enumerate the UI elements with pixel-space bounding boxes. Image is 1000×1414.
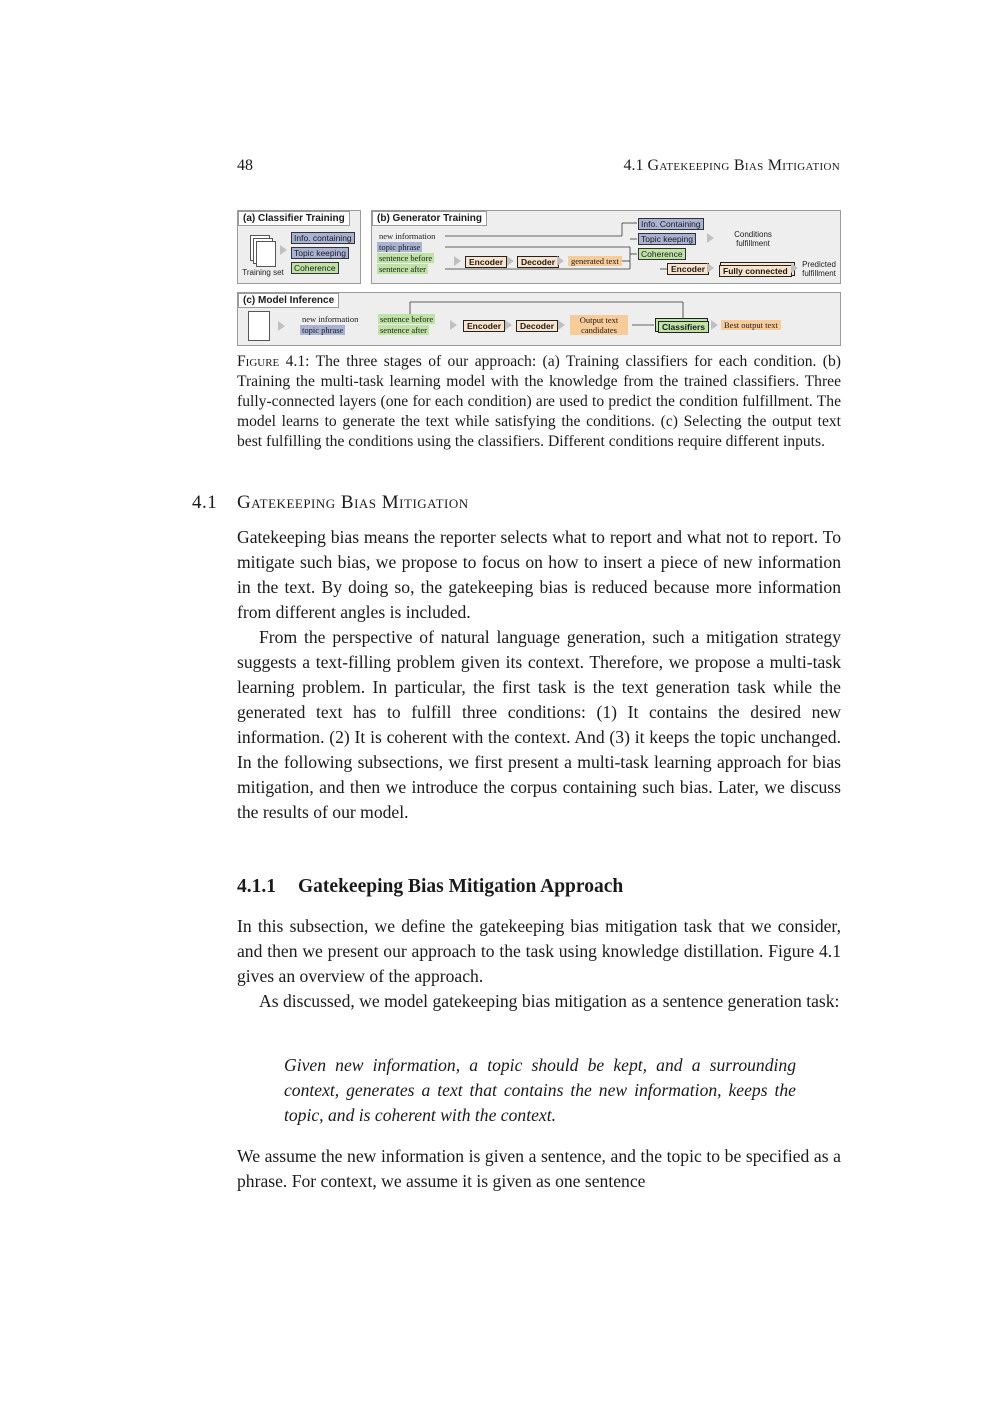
predicted-fulfillment-label: Predicted fulfillment <box>802 260 836 278</box>
subsection-title: Gatekeeping Bias Mitigation Approach <box>298 876 624 897</box>
task-definition-quote: Given new information, a topic should be kept, and a surrounding context, generates a text that contains the new information, keeps the topic, and is coherent with the context. <box>284 1055 796 1125</box>
arrow-icon <box>707 263 714 273</box>
classifier-coherence: Coherence <box>638 248 686 260</box>
training-set-label: Training set <box>242 268 284 277</box>
label-info-containing: Info. containing <box>291 232 355 244</box>
inference-decoder-box: Decoder <box>516 320 558 332</box>
running-header <box>624 157 840 175</box>
subsection-paragraph-2: As discussed, we model gatekeeping bias mitigation as a sentence generation task: <box>259 991 840 1011</box>
fully-connected-box: Fully connected <box>719 265 792 277</box>
running-header-num: 4.1 <box>623 157 644 174</box>
input-sentence-after: sentence after <box>379 264 426 274</box>
arrow-icon <box>280 245 287 255</box>
caption-text: The three stages of our approach: (a) Training classifiers for each condition. (b) Training the multi-task learning model with the knowledge from the trained classifiers. Three fully-connected layers (one for each condition) are used to predict the condition fulfillment. The model learns to generate the text while satisfying the conditions. (c) Selecting the output text best fulfilling the conditions using the classifiers. Different conditions require different inputs. <box>237 353 841 450</box>
best-output-text-box: Best output text <box>721 320 781 330</box>
decoder-box: Decoder <box>517 256 559 268</box>
arrow-icon <box>791 263 798 273</box>
encoder-box: Encoder <box>465 256 507 268</box>
encoder-box-2: Encoder <box>667 263 709 275</box>
classifier-info-containing: Info. Containing <box>638 218 704 230</box>
inference-sentence-before: sentence before <box>380 314 434 324</box>
inference-new-information: new information <box>302 314 359 324</box>
inference-encoder-box: Encoder <box>463 320 505 332</box>
panel-c-title: (c) Model Inference <box>238 293 339 308</box>
section-number: 4.1 <box>192 492 218 513</box>
label-coherence: Coherence <box>291 262 339 274</box>
inference-connector-lines <box>238 293 840 345</box>
running-header-title: Gatekeeping Bias Mitigation <box>647 157 840 174</box>
subsection-paragraph-1: In this subsection, we define the gatekeeping bias mitigation task that we consider, and then we present our approach to the task using knowledge distillation. Figure 4.1 gives an overview of the approach. <box>237 916 841 986</box>
generated-text-box: generated text <box>568 256 622 266</box>
panel-b-title: (b) Generator Training <box>372 211 487 226</box>
figure-caption <box>237 352 841 452</box>
classifiers-box: Classifiers <box>658 321 709 333</box>
section-paragraph-2: From the perspective of natural language generation, such a mitigation strategy suggests a text-filling problem given its context. Therefore, we propose a multi-task learning problem. In particular, the first task is the text generation task while the generated text has to fulfill three conditions: (1) It contains the desired new information. (2) It is coherent with the context. And (3) it keeps the topic unchanged. In the following subsections, we first present a multi-task learning approach for bias mitigation, and then we introduce the corpus containing such bias. Later, we discuss the results of our model. <box>237 627 841 822</box>
figure-4-1 <box>237 210 841 346</box>
subsection-number: 4.1.1 <box>237 876 276 897</box>
panel-generator-training <box>371 210 841 284</box>
subsection-paragraph-3: We assume the new information is given a sentence, and the topic to be specified as a phrase. For context, we assume it is given as one sentence <box>237 1146 841 1191</box>
panel-classifier-training <box>237 210 361 284</box>
section-paragraph-1: Gatekeeping bias means the reporter selects what to report and what not to report. To mitigate such bias, we propose to focus on how to insert a piece of new information in the text. By doing so, the gatekeeping bias is reduced because more information from different angles is included. <box>237 527 841 622</box>
arrow-icon <box>707 233 714 243</box>
section-title: Gatekeeping Bias Mitigation <box>237 492 469 513</box>
inference-sentence-after: sentence after <box>380 325 427 335</box>
label-topic-keeping: Topic keeping <box>291 247 349 259</box>
inference-topic-phrase: topic phrase <box>302 325 344 335</box>
panel-a-title: (a) Classifier Training <box>238 211 350 226</box>
input-topic-phrase: topic phrase <box>379 242 421 252</box>
caption-label: Figure 4.1: <box>237 353 310 370</box>
input-sentence-before: sentence before <box>379 253 433 263</box>
input-new-information: new information <box>379 231 436 241</box>
conditions-fulfillment-label: Conditions fulfillment <box>734 230 772 248</box>
panel-model-inference <box>237 292 841 346</box>
output-candidates-box: Output text candidates <box>570 315 628 335</box>
classifier-topic-keeping: Topic keeping <box>638 233 696 245</box>
page-number: 48 <box>237 157 253 174</box>
arrow-icon <box>711 320 718 330</box>
